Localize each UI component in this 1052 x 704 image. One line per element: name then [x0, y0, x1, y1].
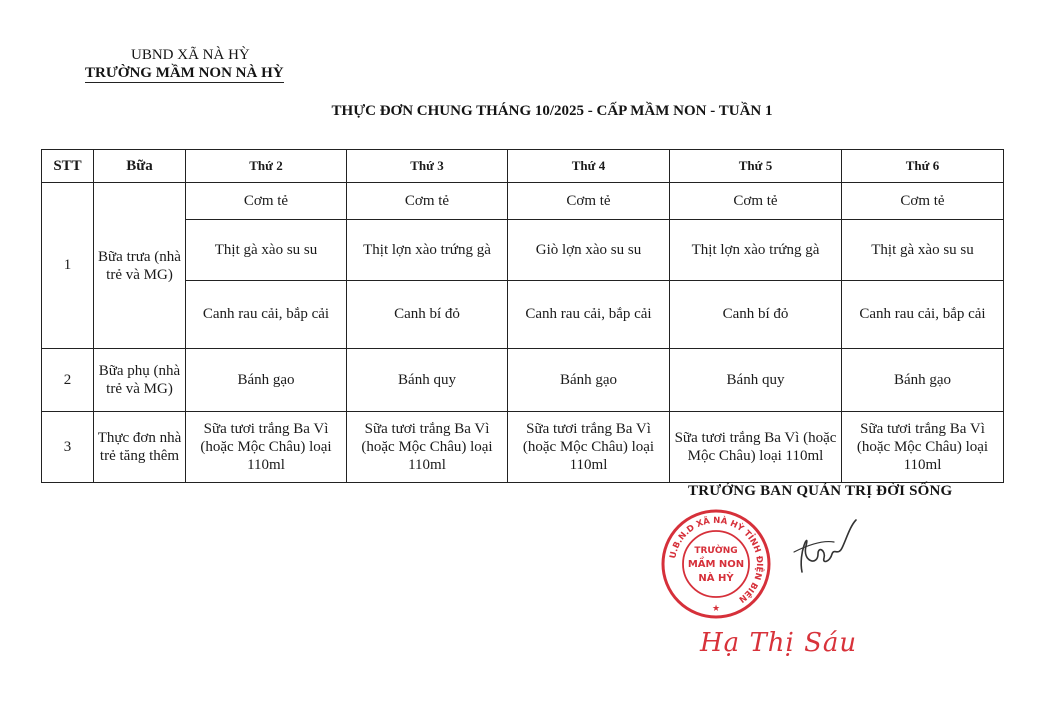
dish-cell: Cơm tẻ — [347, 183, 508, 220]
table-row — [42, 412, 1004, 483]
seal-line-2: MẦM NON — [687, 559, 745, 570]
seal-line-3: NÀ HỲ — [698, 573, 734, 584]
authority-name: UBND XÃ NÀ HỲ — [131, 47, 250, 63]
header-tuesday: Thứ 3 — [347, 150, 508, 183]
meal-cell: Bữa phụ (nhà trẻ và MG) — [94, 349, 186, 412]
dish-cell: Sữa tươi trắng Ba Vì (hoặc Mộc Châu) loại 110ml — [508, 412, 670, 483]
dish-cell: Bánh gạo — [186, 349, 347, 412]
menu-table — [41, 149, 1004, 483]
dish-cell: Canh bí đỏ — [670, 281, 842, 349]
document-header — [85, 46, 284, 83]
table-row — [42, 220, 1004, 281]
meal-cell: Thực đơn nhà trẻ tăng thêm — [94, 412, 186, 483]
header-wednesday: Thứ 4 — [508, 150, 670, 183]
stt-cell: 2 — [42, 349, 94, 412]
dish-cell: Bánh quy — [347, 349, 508, 412]
dish-cell: Bánh gạo — [842, 349, 1004, 412]
dish-cell: Sữa tươi trắng Ba Vì (hoặc Mộc Châu) loại 110ml — [670, 412, 842, 483]
table-row — [42, 349, 1004, 412]
dish-cell: Canh bí đỏ — [347, 281, 508, 349]
dish-cell: Cơm tẻ — [670, 183, 842, 220]
header-meal: Bữa — [94, 150, 186, 183]
handwritten-signature — [788, 512, 858, 582]
stt-cell: 1 — [42, 183, 94, 349]
table-row — [42, 183, 1004, 220]
header-thursday: Thứ 5 — [670, 150, 842, 183]
seal-line-1: TRƯỜNG — [694, 546, 738, 556]
header-stt: STT — [42, 150, 94, 183]
official-seal — [660, 508, 772, 620]
meal-cell: Bữa trưa (nhà trẻ và MG) — [94, 183, 186, 349]
dish-cell: Cơm tẻ — [842, 183, 1004, 220]
dish-cell: Sữa tươi trắng Ba Vì (hoặc Mộc Châu) loại 110ml — [347, 412, 508, 483]
dish-cell: Canh rau cải, bắp cải — [508, 281, 670, 349]
dish-cell: Bánh quy — [670, 349, 842, 412]
header-monday: Thứ 2 — [186, 150, 347, 183]
header-friday: Thứ 6 — [842, 150, 1004, 183]
dish-cell: Giò lợn xào su su — [508, 220, 670, 281]
signature-title: TRƯỞNG BAN QUẢN TRỊ ĐỜI SỐNG — [688, 483, 953, 499]
dish-cell: Sữa tươi trắng Ba Vì (hoặc Mộc Châu) loại 110ml — [186, 412, 347, 483]
document-title: THỰC ĐƠN CHUNG THÁNG 10/2025 - CẤP MẦM NON - TUẦN 1 — [331, 103, 773, 119]
header-row — [42, 150, 1004, 183]
dish-cell: Thịt gà xào su su — [842, 220, 1004, 281]
dish-cell: Canh rau cải, bắp cải — [186, 281, 347, 349]
signer-name: Hạ Thị Sáu — [700, 628, 858, 658]
dish-cell: Cơm tẻ — [186, 183, 347, 220]
seal-star-icon: ★ — [711, 603, 721, 613]
table-row — [42, 281, 1004, 349]
dish-cell: Thịt gà xào su su — [186, 220, 347, 281]
dish-cell: Thịt lợn xào trứng gà — [670, 220, 842, 281]
dish-cell: Cơm tẻ — [508, 183, 670, 220]
dish-cell: Sữa tươi trắng Ba Vì (hoặc Mộc Châu) loại 110ml — [842, 412, 1004, 483]
seal-ring-text: U.B.N.D XÃ NÀ HỲ TỈNH ĐIỆN BIÊN — [668, 515, 765, 605]
dish-cell: Thịt lợn xào trứng gà — [347, 220, 508, 281]
dish-cell: Canh rau cải, bắp cải — [842, 281, 1004, 349]
stt-cell: 3 — [42, 412, 94, 483]
dish-cell: Bánh gạo — [508, 349, 670, 412]
school-name: TRƯỜNG MẦM NON NÀ HỲ — [85, 65, 284, 81]
